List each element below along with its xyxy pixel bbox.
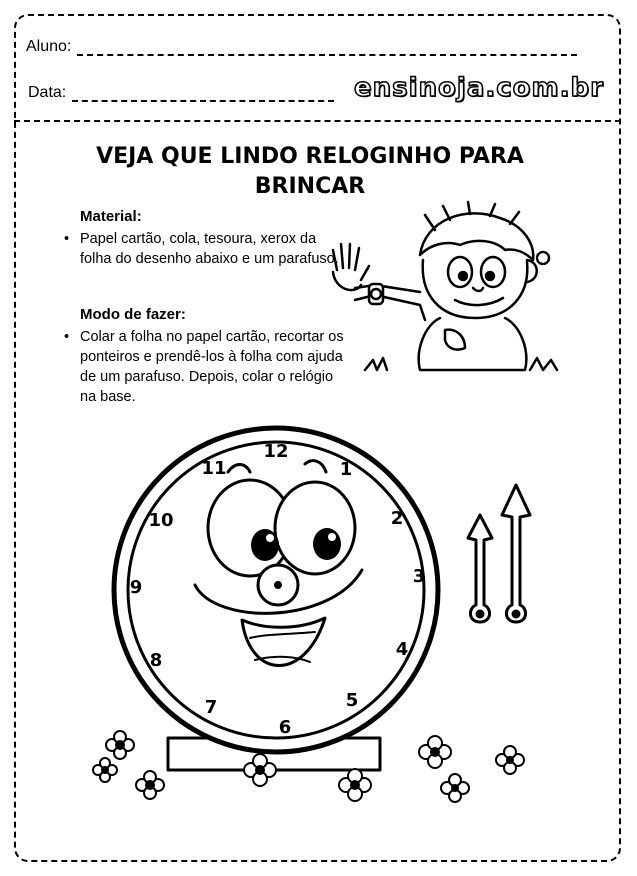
- student-name-line[interactable]: [77, 40, 577, 56]
- material-heading: Material:: [80, 208, 142, 225]
- title-line-2: BRINCAR: [254, 174, 366, 199]
- flower: [136, 771, 164, 799]
- clock-number-4: 4: [395, 639, 409, 660]
- clock-number-3: 3: [412, 566, 426, 587]
- student-field: [26, 38, 577, 56]
- method-heading: Modo de fazer:: [80, 306, 186, 323]
- header-divider: [14, 120, 621, 122]
- clock-illustration: [100, 420, 450, 770]
- minute-hand: [502, 485, 530, 622]
- method-text: Colar a folha no papel cartão, recortar os ponteiros e prendê-los à folha com ajuda de um parafuso. Depois, colar o relógio na base.: [80, 329, 344, 405]
- flower: [441, 774, 469, 802]
- clock-number-8: 8: [149, 650, 163, 671]
- hour-hand: [468, 515, 492, 622]
- material-bullet: [64, 229, 350, 269]
- flowers-decoration: [90, 730, 540, 810]
- flower: [496, 746, 524, 774]
- flower: [93, 758, 117, 782]
- date-line[interactable]: [72, 86, 334, 102]
- title-line-1: VEJA QUE LINDO RELOGINHO PARA: [96, 144, 524, 169]
- clock-number-6: 6: [278, 717, 292, 738]
- material-text: Papel cartão, cola, tesoura, xerox da folha do desenho abaixo e um parafuso.: [80, 231, 339, 267]
- clock-number-10: 10: [148, 510, 174, 531]
- clock-number-12: 12: [263, 441, 289, 462]
- flower: [244, 754, 276, 786]
- method-bullet: [64, 327, 350, 407]
- flower: [106, 731, 134, 759]
- date-field: [28, 84, 334, 102]
- clock-number-11: 11: [201, 458, 227, 479]
- page-title: [40, 142, 580, 202]
- bullet-dot: •: [64, 329, 70, 345]
- student-label: Aluno:: [26, 38, 72, 55]
- flower: [419, 736, 451, 768]
- flower: [339, 769, 371, 801]
- clock-number-2: 2: [390, 508, 404, 529]
- boy-illustration: [325, 200, 575, 380]
- clock-hands[interactable]: [450, 480, 550, 640]
- right-eye: [275, 482, 355, 574]
- clock-number-7: 7: [204, 697, 218, 718]
- bullet-dot: •: [64, 231, 70, 247]
- clock-number-1: 1: [339, 459, 353, 480]
- clock-number-5: 5: [345, 690, 359, 711]
- brand-logo: ensinoja.com.br: [354, 73, 604, 103]
- clock-number-9: 9: [129, 577, 143, 598]
- date-label: Data:: [28, 84, 67, 101]
